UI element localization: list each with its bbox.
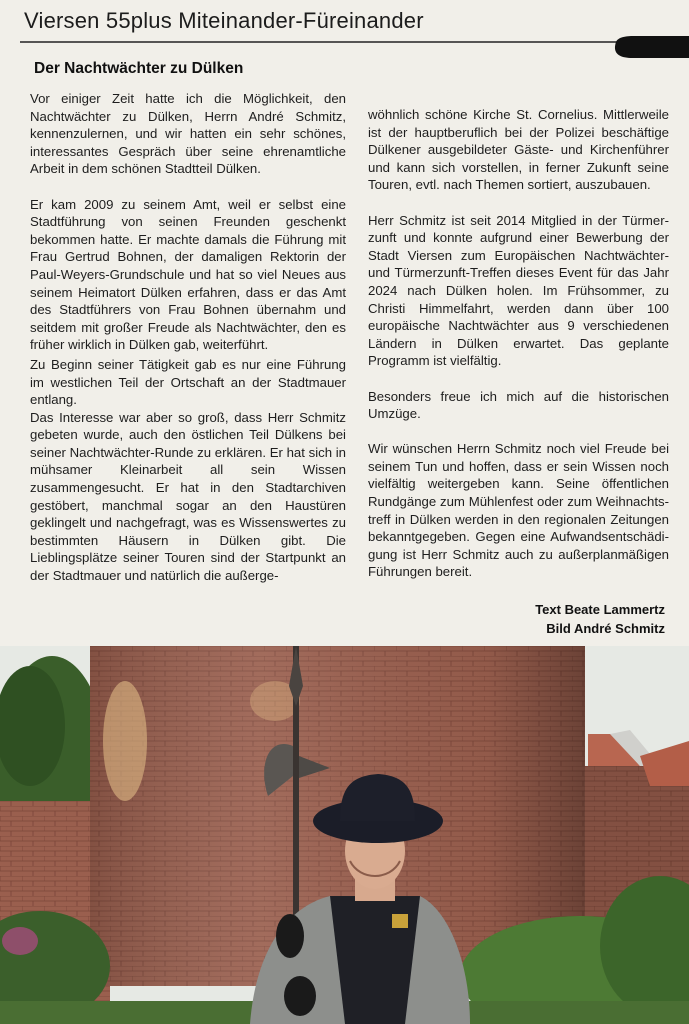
paragraph: Zu Beginn seiner Tätigkeit gab es nur eine Führung im westlichen Teil der Ortschaft an der Stadtmauer entlang.: [30, 356, 346, 408]
article-column-left: [30, 90, 346, 585]
paragraph: Wir wünschen Herrn Schmitz noch viel Freude bei seinem Tun und hoffen, dass er sein Wissen noch vielfältig weitergeben kann. Seine öffentlichen Rundgänge zum Mühlenfest oder zum Weihnachtstreff in Dülken werden in den regionalen Zeitungen bekanntgegeben. Gegen eine Aufwandsentschädigung ist Herr Schmitz auch zu außerplanmäßigen Führungen bereit.: [368, 441, 669, 580]
paragraph: Herr Schmitz ist seit 2014 Mitglied in der Türmerzunft und konnte aufgrund einer Bewerbung der Stadt Viersen zum Europäischen Nachtwächter- und Türmerzunft-Treffen dieses Event für das Jahr 2024 nach Dülken holen. Im Frühsommer, zu Christi Himmelfahrt, werden dann über 100 europäische Nachtwächter aus 9 verschiedenen Ländern in Dülken erwartet. Das geplante Programm ist vielfältig.: [368, 212, 669, 369]
paragraph: wöhnlich schöne Kirche St. Cornelius. Mittlerweile ist der hauptberuflich bei der Polizei beschäftige Dülkener ausgebildeter Gäste- und Kirchenführer und kann sich vorstellen, in ferner Zukunft seine Touren, evtl. nach Themen sortiert, auszubauen.: [368, 107, 669, 193]
section-title: Viersen 55plus Miteinander-Füreinander: [24, 8, 424, 33]
article-column-right: [368, 106, 669, 599]
paragraph: Er kam 2009 zu seinem Amt, weil er selbst eine Stadtführung von seinen Freunden geschenkt bekommen hatte. Er machte damals die Führung mit Frau Gertrud Bohnen, der damaligen Rektorin der Paul-Weyers-Grundschule und hat so viel Neues aus seinem Heimatort Dülken erfahren, dass er das Amt des Stadtführers von Frau Bohnen übernahm und seitdem mit großer Freude als Nachtwächter, den es früher wirklich in Dülken gab, weiterführt.: [30, 196, 346, 353]
text-credit: Text Beate Lammertz: [535, 602, 665, 617]
article-headline: Der Nachtwächter zu Dülken: [34, 60, 244, 77]
paragraph: Besonders freue ich mich auf die historischen Umzüge.: [368, 388, 669, 422]
night-watchman-photo: [0, 646, 689, 1024]
credits: [535, 600, 665, 638]
paragraph: Das Interesse war aber so groß, dass Herr Schmitz gebeten wurde, auch den östlichen Teil Dülkens bei seiner Nachtwächter-Runde zu erklären. Er hat sich in mühsamer Kleinarbeit all sein Wissen zusammengesucht. Er hat in den Stadtarchiven gestöbert, manchmal sogar an den Haustüren geklingelt und nachgefragt, was es Wissenswertes zu bestimmten Häusern in Dülken gibt. Die Lieblingsplätze seiner Touren sind der Startpunkt an der Stadtmauer und natürlich die außerge-: [30, 409, 346, 584]
photo-credit: Bild André Schmitz: [546, 621, 665, 636]
paragraph: Vor einiger Zeit hatte ich die Möglichkeit, den Nachtwächter zu Dülken, Herrn André Schmitz, kennenzulernen, und wir hatten ein sehr schönes, interessantes Gespräch über seine ehrenamtliche Arbeit in dem schönen Stadtteil Dülken.: [30, 91, 346, 177]
